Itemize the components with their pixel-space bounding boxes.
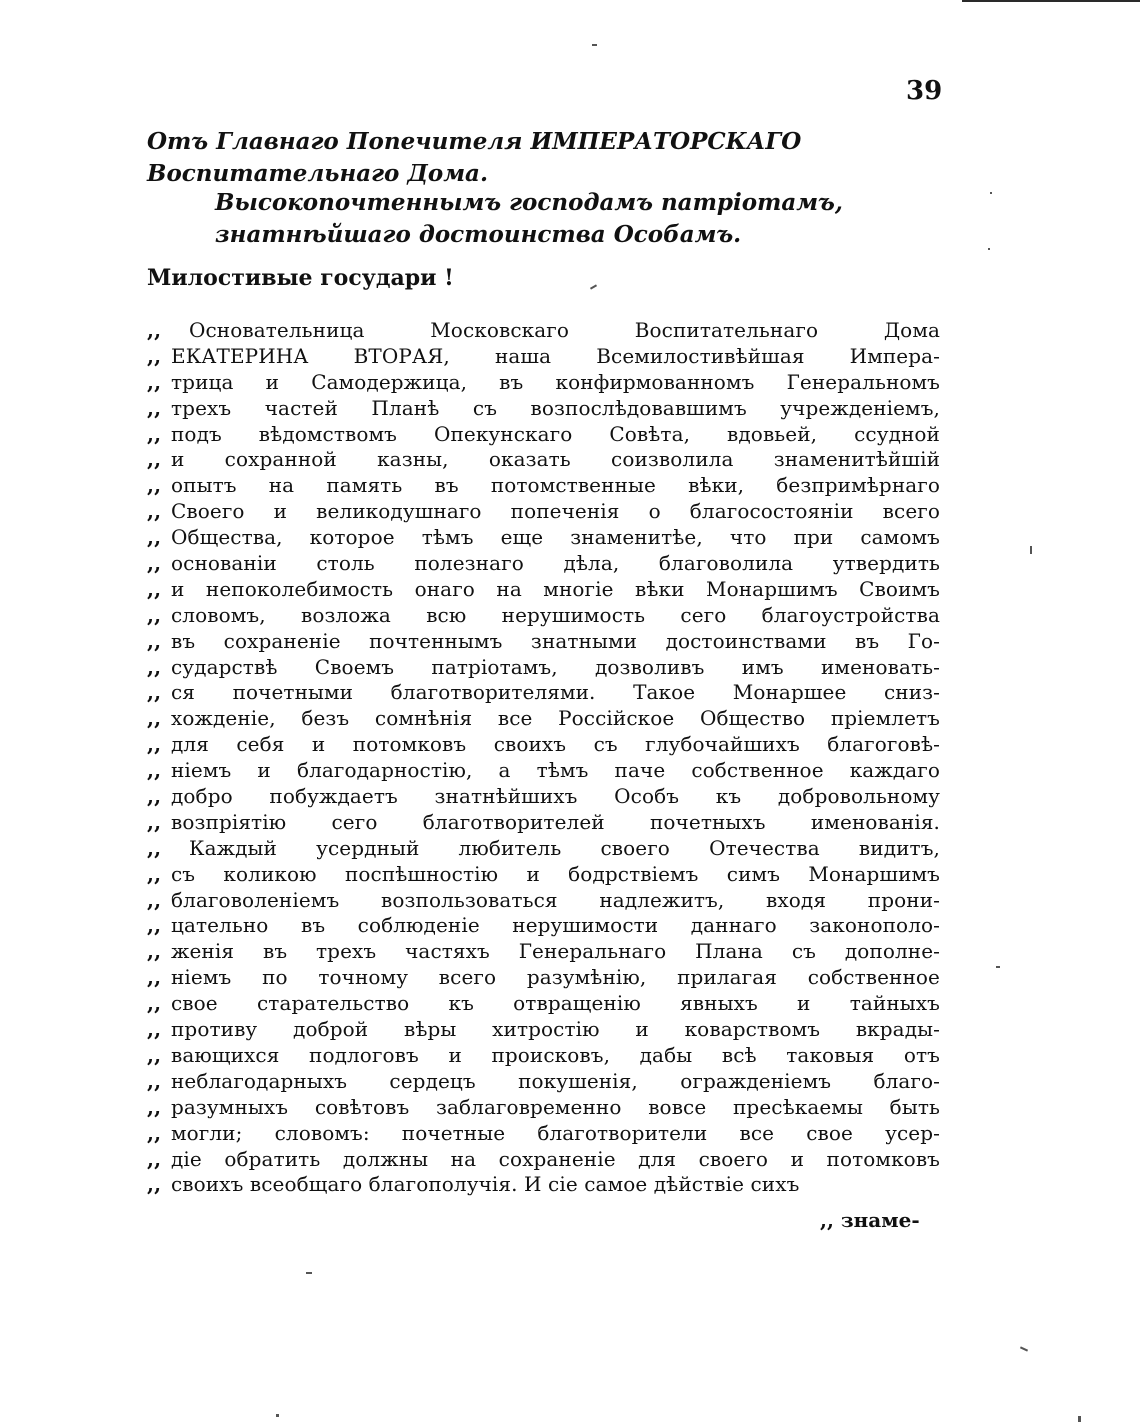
line-text: основаніи столь полезнаго дѣла, благоволила утвердить [171,551,940,576]
scan-speck [988,248,990,250]
quote-mark: ,, [147,499,162,524]
line-text: опытъ на память въ потомственные вѣки, безпримѣрнаго [171,473,940,498]
line-text: для себя и потомковъ своихъ съ глубочайшихъ благоговѣ- [171,732,940,757]
text-line [147,732,940,758]
line-text: благоволеніемъ возпользоваться надлежитъ, входя прони- [171,887,940,912]
line-text: возпріятію сего благотворителей почетныхъ именованія. [171,809,940,834]
text-line [147,1069,940,1095]
text-line [147,447,940,473]
quote-mark: ,, [147,887,162,912]
quote-mark: ,, [147,1042,162,1067]
line-text: добро побуждаетъ знатнѣйшихъ Особъ къ добровольному [171,784,940,809]
scan-speck [1030,546,1032,554]
quote-mark: ,, [147,1146,162,1171]
quote-mark: ,, [147,1172,162,1197]
quote-mark: ,, [147,680,162,705]
salutation: Милостивые государи ! [147,265,454,291]
line-text: трица и Самодержица, въ конфирмованномъ Генеральномъ [171,369,940,394]
line-text: съ коликою поспѣшностію и бодрствіемъ симъ Монаршимъ [171,861,940,886]
line-text: неблагодарныхъ сердецъ покушенія, огражденіемъ благо- [171,1068,940,1093]
text-line [147,810,940,836]
text-line [147,758,940,784]
line-text: Общества, которое тѣмъ еще знаменитѣе, что при самомъ [171,525,940,550]
quote-mark: ,, [147,576,162,601]
quote-mark: ,, [147,939,162,964]
line-text: въ сохраненіе почтеннымъ знатными достоинствами въ Го- [171,628,940,653]
text-line [147,1121,940,1147]
scan-speck [306,1272,312,1274]
line-text: ся почетными благотворителями. Такое Монаршее сниз- [171,680,940,705]
text-line [147,706,940,732]
quote-mark: ,, [147,1017,162,1042]
quote-mark: ,, [147,706,162,731]
quote-mark: ,, [147,913,162,938]
text-line [147,370,940,396]
text-line [147,318,940,344]
line-text: Основательница Московскаго Воспитательнаго Дома [189,318,940,342]
quote-mark: ,, [147,525,162,550]
quote-mark: ,, [147,628,162,653]
line-text: трехъ частей Планѣ съ возпослѣдовавшимъ учрежденіемъ, [171,395,940,420]
document-heading: Отъ Главнаго Попечителя ИМПЕРАТОРСКАГО Воспитательнаго Дома. [147,128,802,187]
scan-speck [996,966,1000,968]
text-line [147,1172,940,1198]
quote-mark: ,, [147,991,162,1016]
text-line [147,913,940,939]
quote-mark: ,, [147,861,162,886]
line-text: ніемъ по точному всего разумѣнію, прилагая собственное [171,965,940,990]
line-text: и непоколебимость онаго на многіе вѣки Монаршимъ Своимъ [171,576,940,601]
line-text: діе обратить должны на сохраненіе для своего и потомковъ [171,1146,940,1171]
scan-speck [592,44,597,46]
line-text: женія въ трехъ частяхъ Генеральнаго Плана съ дополне- [171,939,940,964]
body-text [147,318,940,1198]
text-line [147,422,940,448]
quote-mark: ,, [147,421,162,446]
quote-mark: ,, [147,602,162,627]
line-text: хожденіе, безъ сомнѣнія все Россійское Общество пріемлетъ [171,706,940,731]
text-line [147,939,940,965]
line-text: и сохранной казны, оказать соизволила знаменитѣйшій [171,447,940,472]
line-text: Своего и великодушнаго попеченія о благосостояніи всего [171,499,940,524]
catchword: ,, знаме- [820,1208,920,1232]
quote-mark: ,, [147,784,162,809]
scan-speck [1020,1346,1028,1351]
text-line [147,991,940,1017]
line-text: могли; словомъ: почетные благотворители все свое усер- [171,1120,940,1145]
text-line [147,965,940,991]
scan-speck [1078,1416,1081,1422]
quote-mark: ,, [147,809,162,834]
scan-speck [276,1414,279,1417]
line-text: подъ вѣдомствомъ Опекунскаго Совѣта, вдовьей, ссудной [171,421,940,446]
quote-mark: ,, [147,1068,162,1093]
text-line [147,473,940,499]
text-line [147,655,940,681]
text-line [147,551,940,577]
quote-mark: ,, [147,395,162,420]
quote-mark: ,, [147,473,162,498]
quote-mark: ,, [147,551,162,576]
quote-mark: ,, [147,343,162,368]
text-line [147,603,940,629]
quote-mark: ,, [147,447,162,472]
text-line [147,396,940,422]
top-edge-rule [962,0,1140,2]
text-line [147,629,940,655]
text-line [147,1043,940,1069]
quote-mark: ,, [147,758,162,783]
line-text: ЕКАТЕРИНА ВТОРАЯ, наша Всемилостивѣйшая Импера- [171,343,940,368]
text-line [147,1095,940,1121]
text-line [147,888,940,914]
scan-speck [590,284,597,289]
line-text: противу доброй вѣры хитростію и коварствомъ вкрады- [171,1017,940,1042]
quote-mark: ,, [147,1094,162,1119]
quote-mark: ,, [147,369,162,394]
line-text: своихъ всеобщаго благополучія. И сіе самое дѣйствіе сихъ [171,1172,800,1197]
text-line [147,680,940,706]
scan-speck [990,192,992,194]
line-text: вающихся подлоговъ и происковъ, дабы всѣ таковыя отъ [171,1042,940,1067]
line-text: ніемъ и благодарностію, а тѣмъ паче собственное каждаго [171,758,940,783]
quote-mark: ,, [147,318,162,342]
text-line [147,344,940,370]
address-line: Высокопочтеннымъ господамъ патріотамъ, знатнѣйшаго достоинства Особамъ. [215,189,843,248]
line-text: цательно въ соблюденіе нерушимости даннаго законополо- [171,913,940,938]
page-number: 39 [906,76,943,106]
line-text: разумныхъ совѣтовъ заблаговременно вовсе пресѣкаемы быть [171,1094,940,1119]
line-text: Каждый усердный любитель своего Отечества видитъ, [189,835,940,860]
text-line [147,1017,940,1043]
quote-mark: ,, [147,835,162,860]
quote-mark: ,, [147,732,162,757]
text-line [147,525,940,551]
quote-mark: ,, [147,1120,162,1145]
text-line [147,577,940,603]
line-text: свое старательство къ отвращенію явныхъ и тайныхъ [171,991,940,1016]
line-text: сударствѣ Своемъ патріотамъ, дозволивъ имъ именовать- [171,654,940,679]
quote-mark: ,, [147,965,162,990]
text-line [147,784,940,810]
text-line [147,836,940,862]
text-line [147,862,940,888]
line-text: словомъ, возложа всю нерушимость сего благоустройства [171,602,940,627]
text-line [147,1147,940,1173]
text-line [147,499,940,525]
quote-mark: ,, [147,654,162,679]
